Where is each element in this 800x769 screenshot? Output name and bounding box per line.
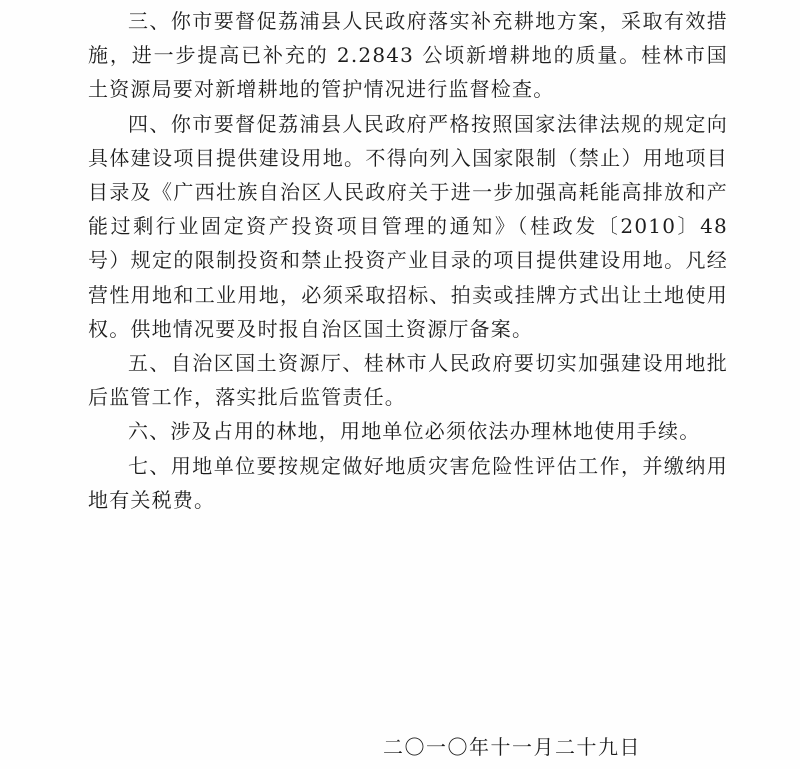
document-body <box>88 4 728 517</box>
issue-date: 二〇一〇年十一月二十九日 <box>383 735 641 759</box>
paragraph-item-6: 六、涉及占用的林地，用地单位必须依法办理林地使用手续。 <box>128 419 701 444</box>
paragraph-item-4: 四、你市要督促荔浦县人民政府严格按照国家法律法规的规定向具体建设项目提供建设用地。不得向列入国家限制（禁止）用地项目目录及《广西壮族自治区人民政府关于进一步加强高耗能高排放和产能过剩行业固定资产投资项目管理的通知》（桂政发〔2010〕48 号）规定的限制投资和禁止投资产业目录的项目提供建设用地。凡经营性用地和工业用地，必须采取招标、拍卖或挂牌方式出让土地使用权。供地情况要及时报自治区国土资源厅备案。 <box>88 111 728 341</box>
paragraph-item-5: 五、自治区国土资源厅、桂林市人民政府要切实加强建设用地批后监管工作，落实批后监管责任。 <box>88 351 728 410</box>
paragraph-item-3: 三、你市要督促荔浦县人民政府落实补充耕地方案，采取有效措施，进一步提高已补充的 2.2843 公顷新增耕地的质量。桂林市国土资源局要对新增耕地的管护情况进行监督检查。 <box>88 9 728 102</box>
paragraph-item-7: 七、用地单位要按规定做好地质灾害危险性评估工作，并缴纳用地有关税费。 <box>88 453 728 512</box>
